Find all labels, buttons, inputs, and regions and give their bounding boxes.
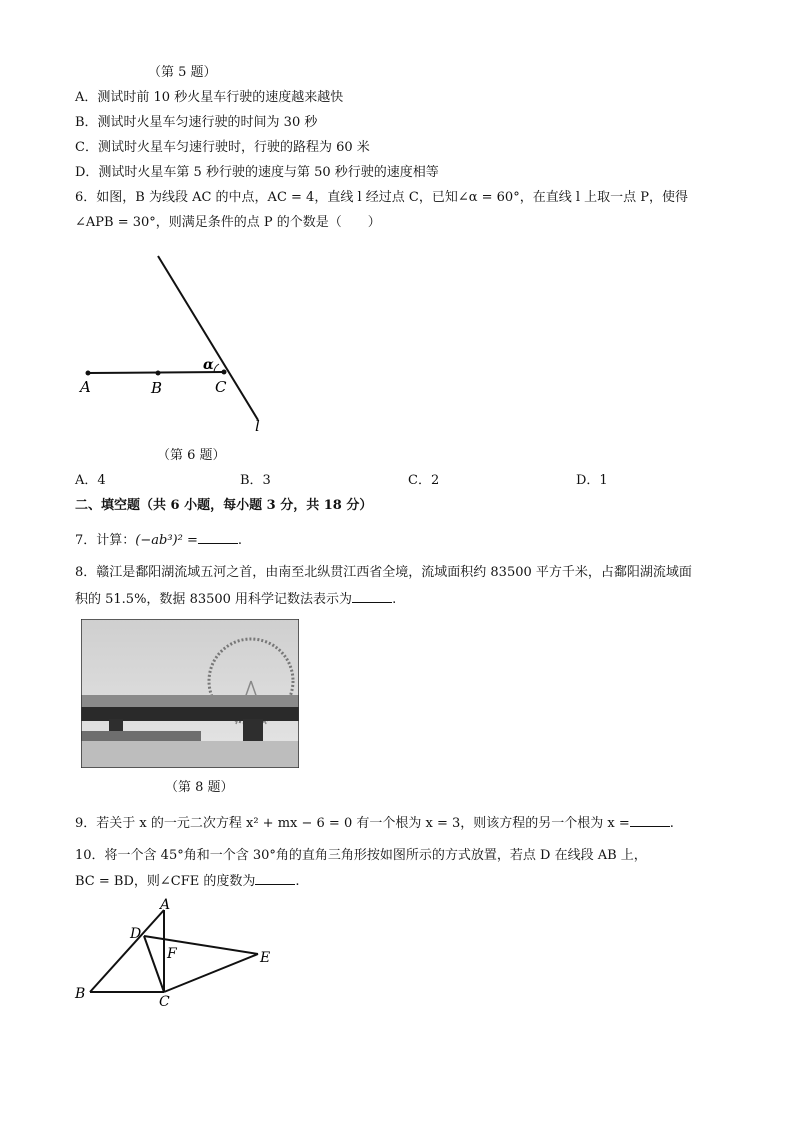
- q6-stem-line1: 6．如图，B 为线段 AC 的中点，AC = 4，直线 l 经过点 C，已知∠α = 60°，在直线 l 上取一点 P，使得: [75, 190, 688, 205]
- q6-caption: （第 6 题）: [157, 448, 226, 463]
- q6-option-d: D．1: [576, 473, 608, 488]
- q5-option-b: B．测试时火星车匀速行驶的时间为 30 秒: [75, 115, 318, 130]
- q9-answer-blank: [630, 814, 670, 827]
- bridge-deck: [81, 707, 299, 721]
- q6-option-a: A．4: [75, 473, 106, 488]
- q5-caption: （第 5 题）: [148, 65, 217, 80]
- q6-label-c: C: [215, 378, 227, 396]
- q9-stem: 9．若关于 x 的一元二次方程 x² + mx − 6 = 0 有一个根为 x = 3，则该方程的另一个根为 x =: [75, 816, 630, 831]
- q6-point-c: [222, 370, 227, 375]
- q9-line: [75, 814, 674, 833]
- q6-stem-line2: ∠APB = 30°，则满足条件的点 P 的个数是（ ）: [75, 215, 381, 230]
- q10-label-b: B: [75, 986, 86, 1002]
- q6-point-b: [156, 371, 161, 376]
- q10-suffix: .: [295, 874, 300, 889]
- q10-stem-line1: 10．将一个含 45°角和一个含 30°角的直角三角形按如图所示的方式放置，若点 D 在线段 AB 上，: [75, 848, 647, 863]
- q6-label-alpha: α: [203, 357, 214, 373]
- photo-shore: [81, 731, 201, 741]
- q6-label-l: l: [255, 417, 260, 435]
- q6-line-l: [158, 256, 258, 420]
- section-2-heading: 二、填空题（共 6 小题，每小题 3 分，共 18 分）: [75, 498, 373, 513]
- q10-label-e: E: [260, 950, 271, 966]
- q7-answer-blank: [198, 531, 238, 544]
- q8-stem-line2-wrap: [75, 590, 396, 609]
- q10-label-f: F: [167, 946, 177, 962]
- q10-label-c: C: [159, 994, 170, 1008]
- q6-point-a: [86, 371, 91, 376]
- q10-stem-line2-wrap: [75, 872, 300, 891]
- q6-option-b: B．3: [240, 473, 271, 488]
- q10-label-a: A: [160, 898, 171, 913]
- q7-prefix: 7．计算：: [75, 533, 136, 548]
- q10-figure: [70, 898, 290, 1008]
- q7-suffix: .: [237, 533, 242, 548]
- q6-label-b: B: [151, 379, 163, 397]
- q7-expression: (−ab³)² =: [135, 533, 198, 548]
- q8-caption: （第 8 题）: [165, 780, 234, 795]
- q5-option-c: C．测试时火星车匀速行驶时，行驶的路程为 60 米: [75, 140, 370, 155]
- q6-figure: [70, 248, 290, 438]
- q5-option-a: A．测试时前 10 秒火星车行驶的速度越来越快: [75, 90, 344, 105]
- q10-answer-blank: [255, 872, 295, 885]
- q8-answer-blank: [352, 590, 392, 603]
- q6-label-a: A: [80, 378, 91, 396]
- photo-water: [81, 741, 299, 768]
- q8-photo: [81, 619, 299, 768]
- q5-option-d: D．测试时火星车第 5 秒行驶的速度与第 50 秒行驶的速度相等: [75, 165, 439, 180]
- q10-label-d: D: [130, 926, 142, 942]
- q8-stem-line2: 积的 51.5%，数据 83500 用科学记数法表示为: [75, 592, 353, 607]
- photo-skyline: [81, 695, 299, 707]
- q10-stem-line2: BC = BD，则∠CFE 的度数为: [75, 874, 256, 889]
- q6-angle-arc: [214, 364, 219, 372]
- q6-option-c: C．2: [408, 473, 440, 488]
- q9-suffix: .: [669, 816, 674, 831]
- q8-stem-line1: 8．赣江是鄱阳湖流域五河之首，由南至北纵贯江西省全境，流域面积约 83500 平方千米，占鄱阳湖流域面: [75, 565, 692, 580]
- q7-line: [75, 531, 242, 550]
- q8-suffix: .: [392, 592, 397, 607]
